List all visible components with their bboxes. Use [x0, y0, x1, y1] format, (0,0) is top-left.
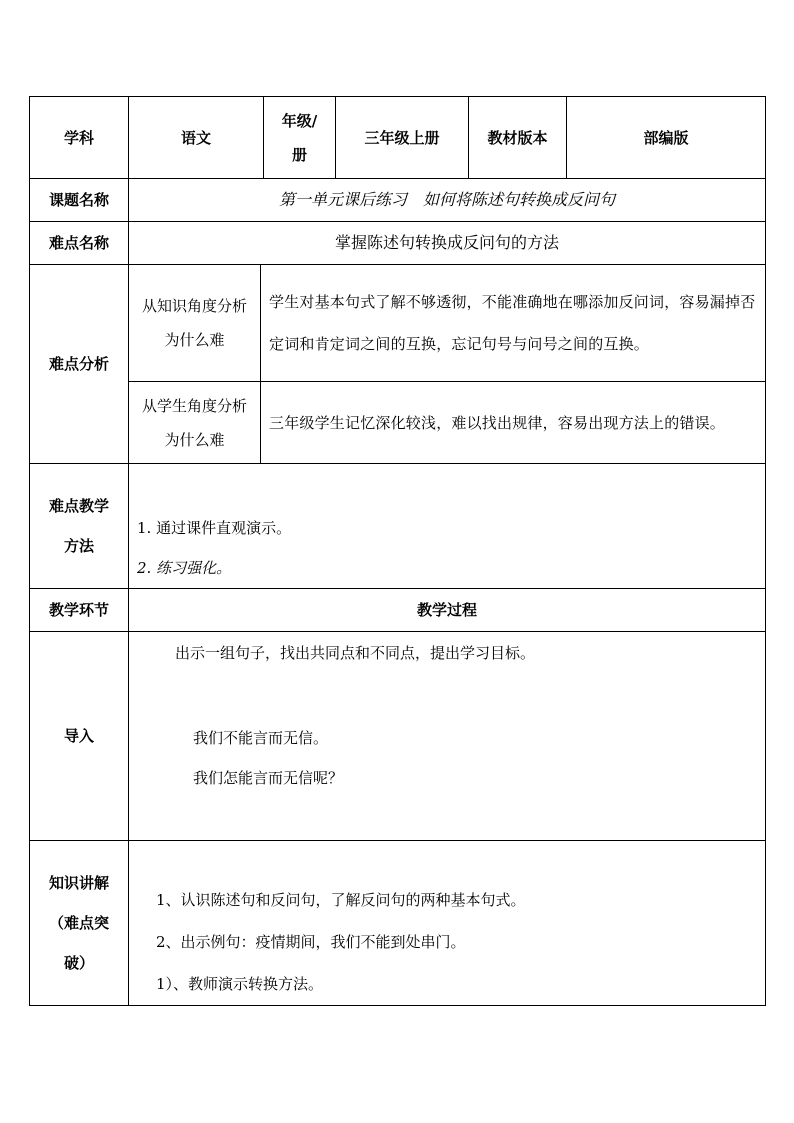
knowledge-label	[30, 841, 129, 1006]
analysis-student-row	[30, 382, 766, 464]
method-row	[30, 464, 766, 589]
lesson-plan-table	[29, 96, 766, 1006]
stage-column-header: 教学环节	[30, 589, 129, 632]
knowledge-label-line-2: （难点突	[48, 914, 109, 932]
knowledge-angle-label: 从知识角度分析为什么难	[129, 265, 261, 382]
intro-label: 导入	[30, 632, 129, 841]
intro-content	[129, 632, 766, 841]
edition-value: 部编版	[567, 97, 766, 179]
grade-value: 三年级上册	[336, 97, 469, 179]
edition-label: 教材版本	[469, 97, 567, 179]
subject-value: 语文	[129, 97, 264, 179]
method-item-2: 2. 练习强化。	[137, 559, 232, 577]
difficulty-value: 掌握陈述句转换成反问句的方法	[129, 222, 766, 265]
knowledge-label-line-3: 破）	[63, 954, 94, 972]
topic-row	[30, 179, 766, 222]
header-row	[30, 97, 766, 179]
knowledge-label-line-1: 知识讲解	[48, 874, 109, 892]
difficulty-row	[30, 222, 766, 265]
grade-label	[264, 97, 336, 179]
method-content	[129, 464, 766, 589]
knowledge-line-2: 2、出示例句：疫情期间，我们不能到处串门。	[156, 933, 466, 951]
grade-label-line-2: 册	[292, 145, 308, 164]
process-column-header: 教学过程	[129, 589, 766, 632]
method-label-line-2: 方法	[63, 537, 94, 555]
intro-line-3: 我们怎能言而无信呢？	[193, 769, 344, 787]
knowledge-row	[30, 841, 766, 1006]
student-angle-text: 三年级学生记忆深化较浅，难以找出规律，容易出现方法上的错误。	[261, 382, 766, 464]
topic-value: 第一单元课后练习 如何将陈述句转换成反问句	[129, 179, 766, 222]
knowledge-content	[129, 841, 766, 1006]
analysis-label: 难点分析	[30, 265, 129, 464]
difficulty-label: 难点名称	[30, 222, 129, 265]
intro-line-1: 出示一组句子，找出共同点和不同点，提出学习目标。	[175, 644, 536, 662]
intro-line-2: 我们不能言而无信。	[193, 729, 329, 747]
knowledge-line-1: 1、认识陈述句和反问句，了解反问句的两种基本句式。	[156, 891, 526, 909]
student-angle-label: 从学生角度分析为什么难	[129, 382, 261, 464]
knowledge-angle-text: 学生对基本句式了解不够透彻，不能准确地在哪添加反问词，容易漏掉否定词和肯定词之间的互换，忘记句号与问号之间的互换。	[261, 265, 766, 382]
method-item-1: 1. 通过课件直观演示。	[137, 519, 292, 537]
intro-row	[30, 632, 766, 841]
analysis-knowledge-row	[30, 265, 766, 382]
knowledge-line-3: 1）、教师演示转换方法。	[156, 975, 324, 993]
method-label	[30, 464, 129, 589]
grade-label-line-1: 年级/	[281, 111, 318, 130]
topic-label: 课题名称	[30, 179, 129, 222]
subject-label: 学科	[30, 97, 129, 179]
method-label-line-1: 难点教学	[48, 497, 109, 515]
process-header-row	[30, 589, 766, 632]
